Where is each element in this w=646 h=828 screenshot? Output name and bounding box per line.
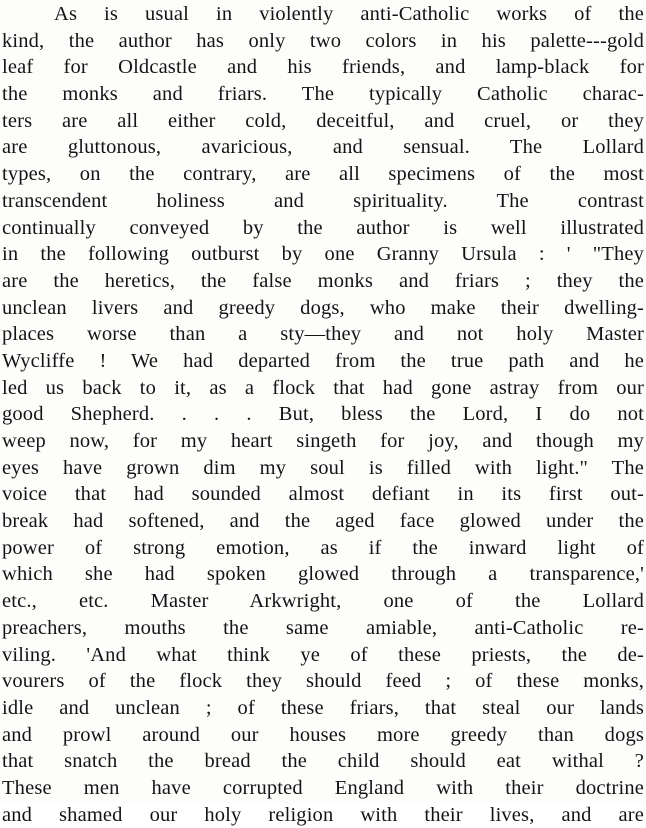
- text-line: places worse than a sty—they and not holy Master: [2, 323, 644, 346]
- text-line: good Shepherd. . . . But, bless the Lord, I do not: [2, 403, 644, 426]
- text-line: the monks and friars. The typically Catholic charac-: [2, 83, 644, 106]
- text-line: unclean livers and greedy dogs, who make their dwelling-: [2, 296, 644, 319]
- text-line: Wycliffe ! We had departed from the true path and he: [2, 349, 644, 372]
- article-paragraph: [2, 1, 644, 828]
- text-line: which she had spoken glowed through a transparence,': [2, 563, 644, 586]
- text-line: that snatch the bread the child should eat withal ?: [2, 750, 644, 773]
- text-line: and prowl around our houses more greedy than dogs: [2, 723, 644, 746]
- text-line: in the following outburst by one Granny Ursula : ' "They: [2, 243, 644, 266]
- text-line: transcendent holiness and spirituality. The contrast: [2, 189, 644, 212]
- text-line: leaf for Oldcastle and his friends, and lamp-black for: [2, 56, 644, 79]
- text-line: These men have corrupted England with their doctrine: [2, 776, 644, 799]
- text-line: eyes have grown dim my soul is filled with light." The: [2, 456, 644, 479]
- text-line: ters are all either cold, deceitful, and cruel, or they: [2, 109, 644, 132]
- text-line: power of strong emotion, as if the inward light of: [2, 536, 644, 559]
- text-line: led us back to it, as a flock that had gone astray from our: [2, 376, 644, 399]
- text-line: types, on the contrary, are all specimens of the most: [2, 163, 644, 186]
- text-line: idle and unclean ; of these friars, that steal our lands: [2, 696, 644, 719]
- text-line: As is usual in violently anti-Catholic works of the: [54, 3, 644, 25]
- text-line: voice that had sounded almost defiant in its first out-: [2, 483, 644, 506]
- text-line: and shamed our holy religion with their lives, and are: [2, 803, 644, 826]
- text-line: continually conveyed by the author is well illustrated: [2, 216, 644, 239]
- text-line: break had softened, and the aged face glowed under the: [2, 510, 644, 533]
- text-line: are gluttonous, avaricious, and sensual. The Lollard: [2, 136, 644, 159]
- text-line: vourers of the flock they should feed ; of these monks,: [2, 670, 644, 693]
- text-line: weep now, for my heart singeth for joy, and though my: [2, 430, 644, 452]
- text-line: etc., etc. Master Arkwright, one of the Lollard: [2, 590, 644, 613]
- text-line: kind, the author has only two colors in his palette---gold: [2, 29, 644, 52]
- text-line: are the heretics, the false monks and friars ; they the: [2, 269, 644, 292]
- text-line: preachers, mouths the same amiable, anti-Catholic re-: [2, 616, 644, 639]
- text-line: viling. 'And what think ye of these priests, the de-: [2, 643, 644, 666]
